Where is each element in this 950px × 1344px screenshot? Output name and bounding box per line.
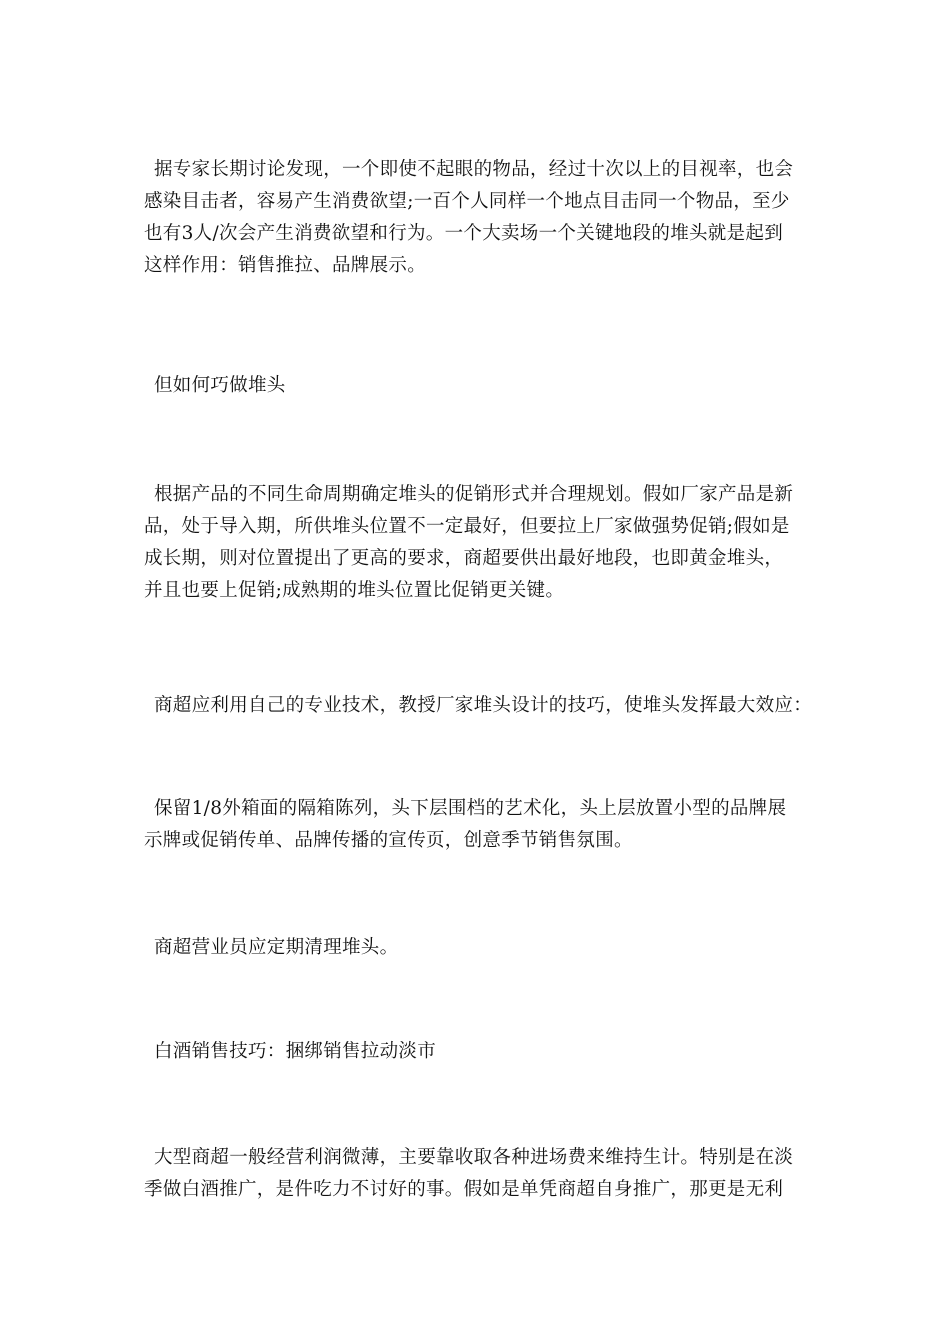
paragraph-product-lifecycle bbox=[144, 479, 824, 607]
text-line: 据专家长期讨论发现，一个即使不起眼的物品，经过十次以上的目视率，也会 bbox=[154, 159, 794, 180]
paragraph-supermarket-profits bbox=[144, 1142, 824, 1206]
text-line: 商超应利用自己的专业技术，教授厂家堆头设计的技巧，使堆头发挥最大效应： bbox=[154, 695, 813, 716]
text-line: 根据产品的不同生命周期确定堆头的促销形式并合理规划。假如厂家产品是新 bbox=[154, 484, 794, 505]
text-line: 商超营业员应定期清理堆头。 bbox=[154, 937, 399, 958]
paragraph-display-layout bbox=[144, 793, 824, 857]
text-line: 品，处于导入期，所供堆头位置不一定最好，但要拉上厂家做强势促销;假如是 bbox=[144, 516, 790, 537]
paragraph-expert-research bbox=[144, 154, 824, 282]
paragraph-design-skills bbox=[144, 690, 824, 722]
text-line: 白酒销售技巧：捆绑销售拉动淡市 bbox=[154, 1041, 437, 1062]
text-line: 示牌或促销传单、品牌传播的宣传页，创意季节销售氛围。 bbox=[144, 830, 633, 851]
text-line: 成长期，则对位置提出了更高的要求，商超要供出最好地段，也即黄金堆头， bbox=[144, 548, 784, 569]
section-heading-liquor-sales bbox=[144, 1036, 824, 1068]
text-line: 大型商超一般经营利润微薄，主要靠收取各种进场费来维持生计。特别是在淡 bbox=[154, 1147, 794, 1168]
text-line: 并且也要上促销;成熟期的堆头位置比促销更关键。 bbox=[144, 580, 565, 601]
paragraph-cleanup bbox=[144, 932, 824, 964]
section-heading-stacking bbox=[144, 370, 824, 402]
text-line: 也有3人/次会产生消费欲望和行为。一个大卖场一个关键地段的堆头就是起到 bbox=[144, 223, 784, 244]
text-line: 这样作用：销售推拉、品牌展示。 bbox=[144, 255, 427, 276]
text-line: 季做白酒推广，是件吃力不讨好的事。假如是单凭商超自身推广，那更是无利 bbox=[144, 1179, 784, 1200]
text-line: 感染目击者，容易产生消费欲望;一百个人同样一个地点目击同一个物品，至少 bbox=[144, 191, 790, 212]
text-line: 保留1/8外箱面的隔箱陈列，头下层围档的艺术化，头上层放置小型的品牌展 bbox=[154, 798, 787, 819]
text-line: 但如何巧做堆头 bbox=[154, 375, 286, 396]
